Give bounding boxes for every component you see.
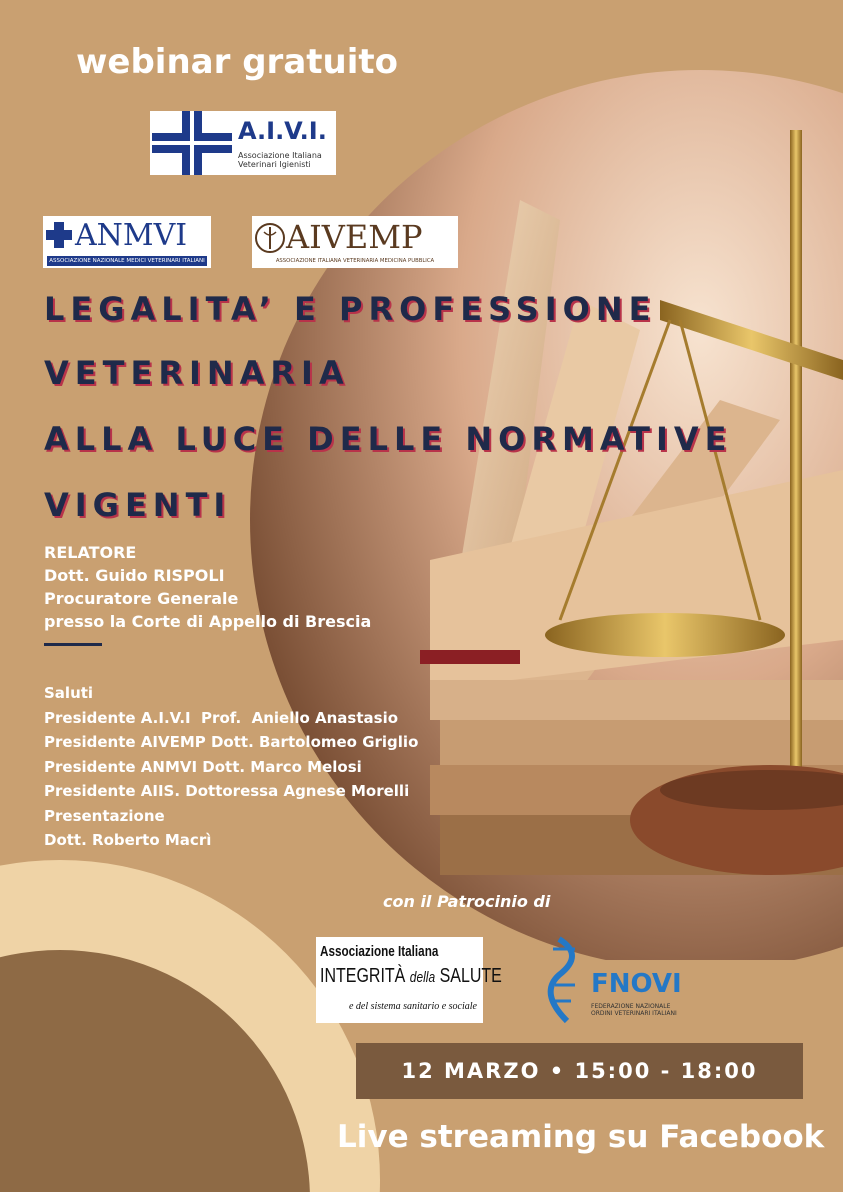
greetings-label: Saluti [44, 684, 94, 702]
patronage-label: con il Patrocinio di [383, 892, 551, 911]
greetings-block [44, 681, 418, 853]
greeting-item: Presidente AIIS. Dottoressa Agnese Morelli [44, 782, 410, 800]
presenter-name: Dott. Roberto Macrì [44, 831, 212, 849]
greeting-item: Presidente ANMVI Dott. Marco Melosi [44, 757, 362, 776]
anmvi-name: ANMVI [75, 218, 188, 253]
title-line-1: LEGALITA’ E PROFESSIONE [44, 290, 657, 328]
aiis-line-3: e del sistema sanitario e sociale [348, 1001, 477, 1012]
fnovi-name: FNOVI [591, 969, 682, 999]
speaker-place: presso la Corte di Appello di Brescia [44, 612, 372, 631]
aivi-logo [150, 111, 336, 175]
aivemp-logo [252, 216, 458, 268]
aivi-subtitle: Associazione Italiana Veterinari Igienisti [238, 151, 322, 169]
speaker-role: Procuratore Generale [44, 589, 239, 608]
aivi-cross-icon [152, 111, 232, 175]
date-time-bar: 12 MARZO • 15:00 - 18:00 [356, 1043, 803, 1099]
greeting-item: Presidente AIVEMP Dott. Bartolomeo Griglio [44, 733, 419, 751]
fnovi-subtitle: FEDERAZIONE NAZIONALE ORDINI VETERINARI ITALIANI [591, 1003, 677, 1017]
fnovi-logo [545, 935, 705, 1025]
aivemp-subtitle: ASSOCIAZIONE ITALIANA VETERINARIA MEDICINA PUBBLICA [275, 258, 435, 264]
title-line-4: VIGENTI [44, 486, 232, 524]
aivemp-name: AIVEMP [286, 218, 423, 256]
anmvi-subtitle: ASSOCIAZIONE NAZIONALE MEDICI VETERINARI ITALIANI [47, 256, 207, 266]
title-line-2: VETERINARIA [44, 354, 350, 392]
streaming-label: Live streaming su Facebook [337, 1119, 825, 1155]
speaker-block [44, 541, 371, 633]
anmvi-cross-icon [46, 222, 72, 248]
aiis-line-1: Associazione Italiana [320, 943, 439, 960]
anmvi-logo [43, 216, 211, 268]
aivemp-seal-icon [254, 222, 286, 254]
presentation-label: Presentazione [44, 806, 165, 825]
aiis-logo [316, 937, 502, 1023]
speaker-label: RELATORE [44, 543, 137, 562]
fnovi-dna-icon [545, 935, 589, 1025]
webinar-label: webinar gratuito [76, 42, 398, 82]
greeting-item: Presidente A.I.V.I Prof. Aniello Anastasio [44, 708, 399, 727]
aivi-name: A.I.V.I. [238, 117, 327, 145]
aiis-line-2: INTEGRITÀ della SALUTE [320, 965, 502, 987]
speaker-name: Dott. Guido RISPOLI [44, 566, 225, 585]
divider [44, 643, 102, 646]
title-line-3: ALLA LUCE DELLE NORMATIVE [44, 420, 733, 458]
